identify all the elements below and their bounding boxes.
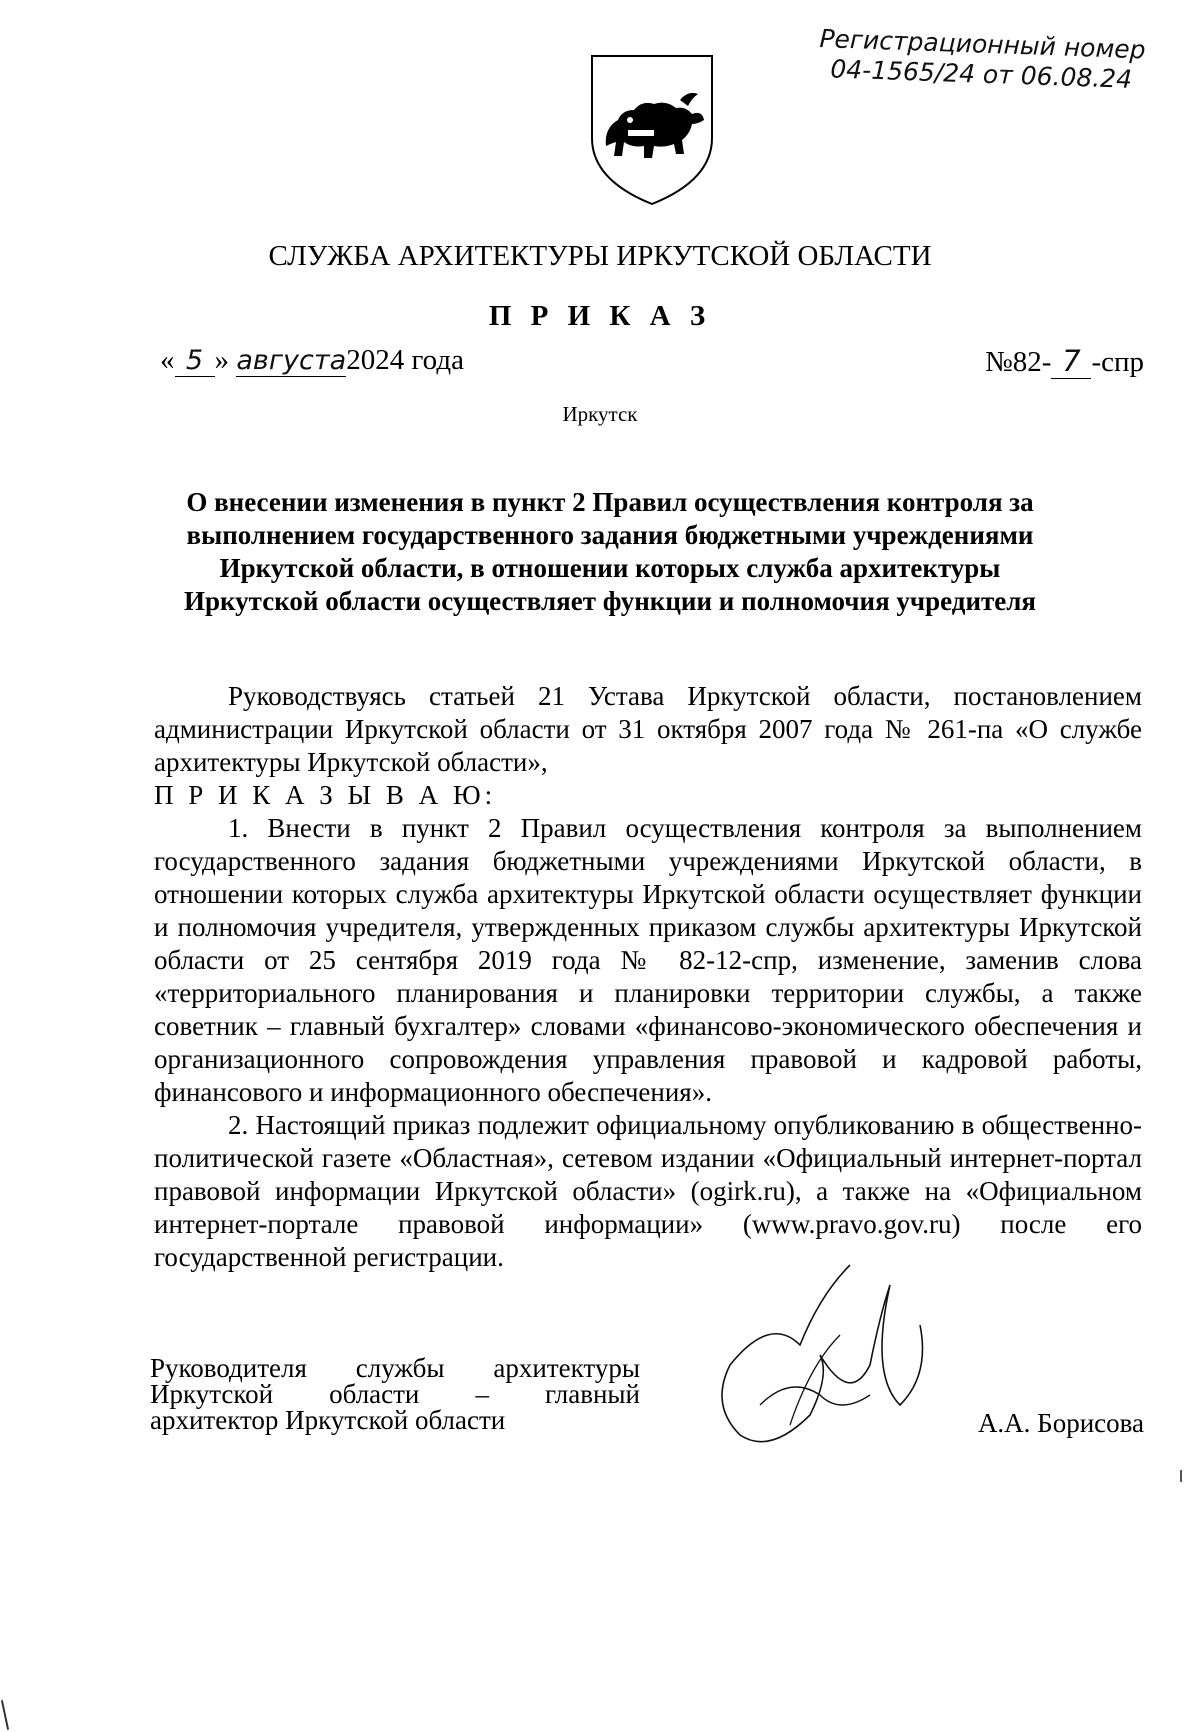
handwritten-signature bbox=[700, 1255, 960, 1475]
date-year: 2024 года bbox=[346, 344, 464, 376]
city-name: Иркутск bbox=[562, 402, 638, 426]
date-day: 5 bbox=[175, 345, 215, 377]
position-line-2: Иркутской области – главный bbox=[150, 1379, 640, 1409]
document-body bbox=[154, 680, 1142, 1274]
date-month: августа bbox=[236, 345, 347, 376]
registration-note-line2: 04-1565/24 от 06.08.24 bbox=[829, 54, 1133, 94]
number-suffix: -спр bbox=[1091, 346, 1144, 378]
registration-note bbox=[818, 24, 1190, 97]
item-2-paragraph: 2. Настоящий приказ подлежит официальному опубликованию в общественно-политической газете «Областная», сетевом издании «Официальный интернет-портал правовой информации Иркутской области» (ogirk.ru), а также на «Официальном интернет-портале правовой информации» (www.pravo.gov.ru) после его государственной регистрации. bbox=[154, 1110, 1142, 1272]
coat-of-arms-icon bbox=[584, 50, 720, 208]
document-type: П Р И К А З bbox=[488, 300, 712, 332]
scan-mark bbox=[1180, 1470, 1182, 1482]
agency-name: СЛУЖБА АРХИТЕКТУРЫ ИРКУТСКОЙ ОБЛАСТИ bbox=[268, 240, 932, 272]
item-1-paragraph: 1. Внести в пункт 2 Правил осуществления контроля за выполнением государственного задания бюджетными учреждениями Иркутской области, в отношении которых служба архитектуры Иркутской области осуществляет функции и полномочия учредителя, утвержденных приказом службы архитектуры Иркутской области от 25 сентября 2019 года № 82-12-спр, изменение, заменив слова «территориального планирования и планировки территории службы, а также советник – главный бухгалтер» словами «финансово-экономического обеспечения и организационного сопровождения управления правовой и кадровой работы, финансового и информационного обеспечения». bbox=[154, 813, 1142, 1107]
date-open-quote: « bbox=[160, 344, 175, 376]
document-date bbox=[160, 344, 464, 377]
preamble-paragraph: Руководствуясь статьей 21 Устава Иркутской области, постановлением администрации Иркутской области от 31 октября 2007 года № 261-па «О службе архитектуры Иркутской области», bbox=[154, 681, 1142, 777]
document-title: О внесении изменения в пункт 2 Правил осуществления контроля за выполнением государственного задания бюджетными учреждениями Иркутской области, в отношении которых служба архитектуры Иркутской области осуществляет функции и полномочия учредителя bbox=[183, 487, 1037, 616]
date-close-quote: » bbox=[214, 344, 229, 376]
order-word: П Р И К А З Ы В А Ю: bbox=[154, 780, 497, 810]
document-number bbox=[985, 344, 1144, 379]
position-line-3: архитектор Иркутской области bbox=[150, 1405, 506, 1435]
scan-mark bbox=[1, 1700, 9, 1730]
signatory-position bbox=[150, 1355, 640, 1433]
number-value: 7 bbox=[1051, 344, 1091, 379]
number-prefix: №82- bbox=[985, 346, 1052, 378]
signatory-name: А.А. Борисова bbox=[977, 1408, 1144, 1438]
position-line-1: Руководителя службы архитектуры bbox=[150, 1353, 640, 1383]
registration-note-line1: Регистрационный номер bbox=[818, 24, 1147, 65]
